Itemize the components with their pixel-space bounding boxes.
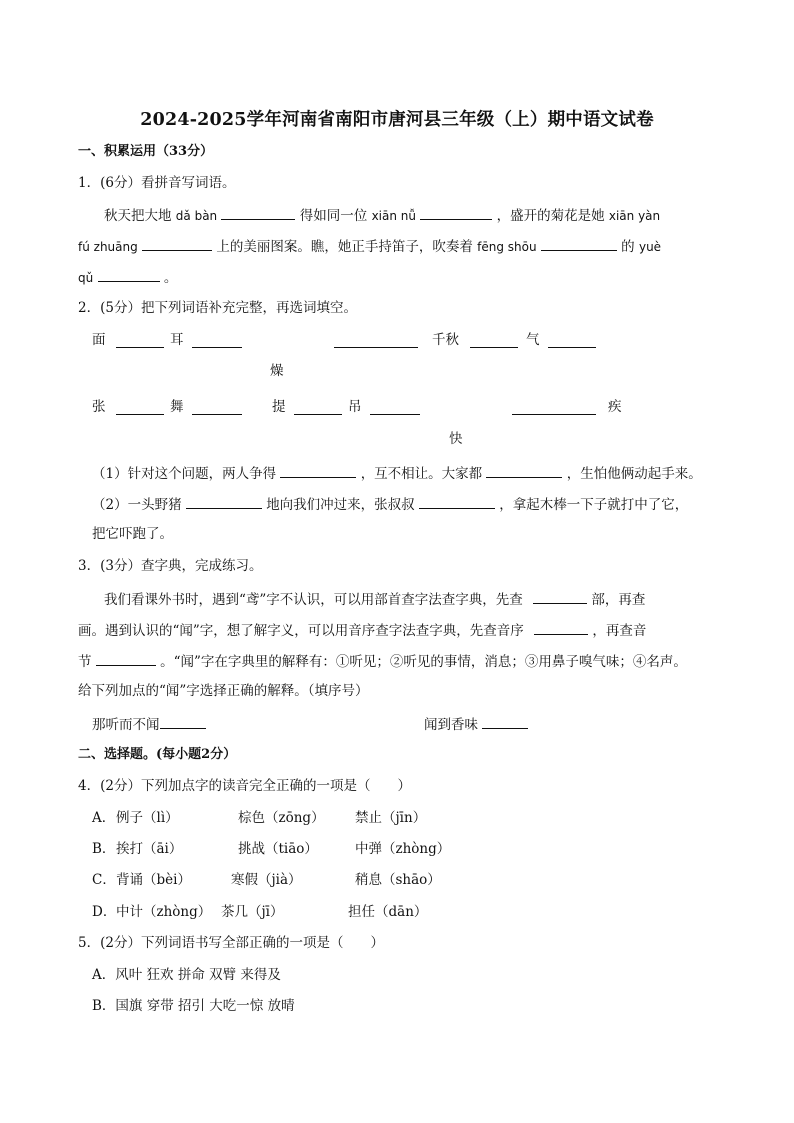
option-b-word-2: 挑战（tiāo） (238, 841, 318, 857)
q1-text: 。 (163, 270, 178, 286)
option-c-word-2: 寒假（jià） (231, 872, 302, 888)
idiom-word: 耳 (170, 332, 184, 348)
answer-blank[interactable] (160, 714, 206, 729)
option-label: B． (92, 998, 116, 1014)
answer-blank[interactable] (294, 413, 342, 415)
idiom-word: 张 (92, 399, 106, 415)
option-c-label[interactable]: C． (92, 872, 116, 888)
q3-line-4: 给下列加点的“闻”字选择正确的解释。（填序号） (78, 683, 369, 699)
idiom-word: 气 (526, 332, 540, 348)
answer-blank[interactable] (419, 494, 495, 509)
pinyin: xiān nǚ (371, 209, 416, 223)
section-2-heading: 二、选择题。(每小题2分） (78, 747, 237, 762)
q3-text: 节 (78, 654, 92, 670)
idiom-word: 提 (272, 399, 286, 415)
answer-blank[interactable] (116, 413, 164, 415)
answer-blank[interactable] (334, 346, 418, 348)
q1-text: 的 (621, 239, 635, 255)
q1-line-3 (78, 267, 177, 287)
q3-line-1 (104, 589, 645, 609)
q1-text: ，盛开的菊花是她 (496, 208, 605, 224)
answer-blank[interactable] (221, 205, 295, 220)
idiom-word: 千秋 (432, 332, 459, 348)
q5-option-b[interactable] (92, 997, 295, 1015)
pinyin: xiān yàn (608, 209, 661, 223)
answer-blank[interactable] (370, 413, 420, 415)
q2-sentence-1 (92, 463, 702, 483)
idiom-word: 吊 (348, 399, 362, 415)
q3-text: 。“闻”字在字典里的解释有：①听见；②听见的事情，消息；③用鼻子嗅气味；④名声。 (160, 654, 687, 670)
page-title: 2024-2025学年河南省南阳市唐河县三年级（上）期中语文试卷 (140, 110, 654, 130)
q3-text: ，再查音 (592, 623, 647, 639)
option-b-word-1: 挨打（āi） (116, 841, 183, 857)
answer-blank[interactable] (96, 651, 156, 666)
q1-text: 得如同一位 (299, 208, 368, 224)
answer-blank[interactable] (280, 463, 356, 478)
option-c-word-3: 稍息（shāo） (355, 872, 441, 888)
sentence-text: 地向我们冲过来，张叔叔 (266, 497, 415, 513)
answer-blank[interactable] (116, 346, 164, 348)
sentence-text: ，拿起木棒一下子就打中了它， (499, 497, 689, 513)
answer-blank[interactable] (486, 463, 562, 478)
q1-heading: 1．(6分）看拼音写词语。 (78, 175, 236, 191)
option-text: 风叶 狂欢 拼命 双臂 来得及 (115, 967, 281, 983)
option-b-label[interactable]: B． (92, 841, 116, 857)
idiom-word: 燥 (270, 363, 284, 379)
answer-blank[interactable] (186, 494, 262, 509)
q2-sentence-2 (92, 494, 688, 514)
answer-blank[interactable] (192, 413, 242, 415)
idiom-word: 舞 (170, 399, 184, 415)
q1-line-1 (104, 205, 660, 225)
q5-heading: 5．(2分）下列词语书写全部正确的一项是（ ） (78, 935, 384, 951)
q2-sentence-2-cont: 把它吓跑了。 (92, 526, 173, 542)
answer-blank[interactable] (512, 413, 596, 415)
answer-blank[interactable] (534, 620, 588, 635)
q3-heading: 3．(3分）查字典，完成练习。 (78, 558, 263, 574)
idiom-word: 疾 (608, 399, 622, 415)
pinyin: fú zhuāng (78, 240, 138, 254)
option-d-word-1: 中计（zhòng） (116, 904, 212, 920)
option-label: A． (92, 967, 116, 983)
q3-line-3 (78, 651, 687, 671)
answer-blank[interactable] (470, 346, 518, 348)
section-1-heading: 一、积累运用（33分） (78, 144, 214, 159)
q3-text: 那听而不闻 (92, 717, 160, 733)
q3-text: 画。遇到认识的“闻”字，想了解字义，可以用音序查字法查字典，先查音序 (78, 623, 524, 639)
answer-blank[interactable] (192, 346, 242, 348)
pinyin: qǔ (78, 271, 94, 285)
option-d-word-3: 担任（dān） (348, 904, 428, 920)
q1-line-2 (78, 236, 661, 256)
answer-blank[interactable] (98, 267, 160, 282)
option-d-word-2: 茶几（jī） (221, 904, 284, 920)
answer-blank[interactable] (420, 205, 492, 220)
answer-blank[interactable] (482, 714, 528, 729)
option-a-word-3: 禁止（jīn） (355, 810, 427, 826)
option-a-label[interactable]: A． (92, 810, 116, 826)
option-d-label[interactable]: D． (92, 904, 117, 920)
q3-text: 部，再查 (591, 592, 646, 608)
q3-line-2 (78, 620, 646, 640)
q1-text: 秋天把大地 (104, 208, 172, 224)
q3-text: 我们看课外书时，遇到“鸢”字不认识，可以用部首查字法查字典，先查 (104, 592, 523, 608)
option-a-word-2: 棕色（zōng） (238, 810, 325, 826)
sentence-text: （2）一头野猪 (92, 497, 182, 513)
sentence-text: （1）针对这个问题，两人争得 (92, 466, 277, 482)
pinyin: yuè (638, 240, 662, 254)
q2-heading: 2．(5分）把下列词语补充完整，再选词填空。 (78, 300, 357, 316)
option-c-word-1: 背诵（bèi） (116, 872, 191, 888)
pinyin: dǎ bàn (175, 209, 218, 223)
answer-blank[interactable] (142, 236, 212, 251)
idiom-word: 快 (449, 431, 463, 447)
q4-heading: 4．(2分）下列加点字的读音完全正确的一项是（ ） (78, 778, 411, 794)
q3-text: 闻到香味 (424, 717, 478, 733)
q3-answer-1 (92, 714, 206, 734)
option-a-word-1: 例子（lì） (116, 810, 179, 826)
answer-blank[interactable] (548, 346, 596, 348)
answer-blank[interactable] (541, 236, 617, 251)
idiom-word: 面 (92, 332, 106, 348)
pinyin: fēng shōu (477, 240, 537, 254)
q5-option-a[interactable] (92, 966, 281, 984)
q3-answer-2 (424, 714, 528, 734)
option-b-word-3: 中弹（zhòng） (355, 841, 451, 857)
option-text: 国旗 穿带 招引 大吃一惊 放晴 (115, 998, 295, 1014)
sentence-text: ，生怕他俩动起手来。 (566, 466, 702, 482)
answer-blank[interactable] (533, 589, 587, 604)
q1-text: 上的美丽图案。瞧，她正手持笛子，吹奏着 (216, 239, 473, 255)
sentence-text: ，互不相让。大家都 (360, 466, 483, 482)
